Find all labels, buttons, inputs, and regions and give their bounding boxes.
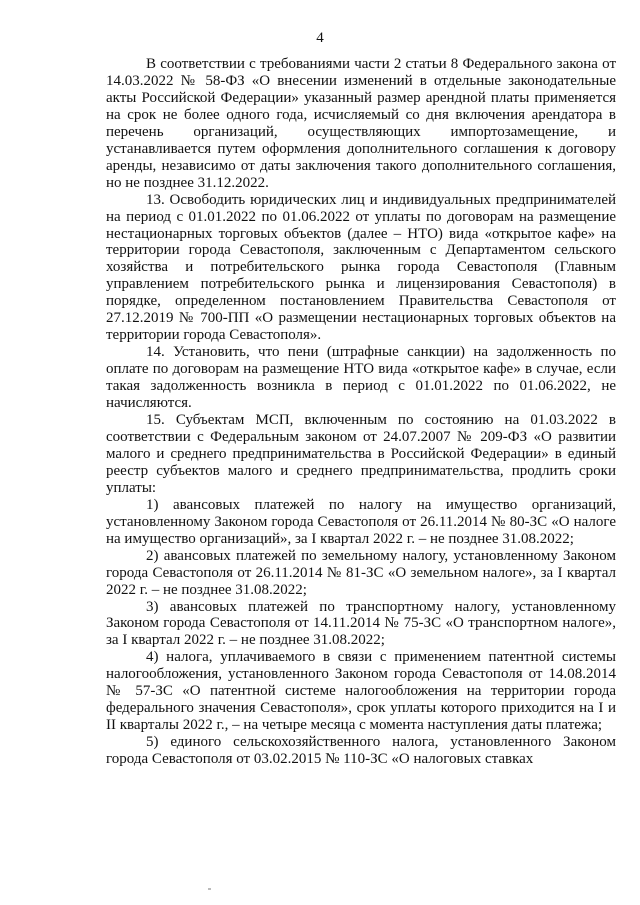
- page-number: 4: [316, 30, 324, 46]
- list-item-5: 5) единого сельскохозяйственного налога, установленного Законом города Севастополя от 03.02.2015 № 110-ЗС «О налоговых ставках: [106, 734, 616, 768]
- paragraph-15: 15. Субъектам МСП, включенным по состоянию на 01.03.2022 в соответствии с Федеральным законом от 24.07.2007 № 209-ФЗ «О развитии малого и среднего предпринимательства в Российской Федерации» в единый реестр субъектов малого и среднего предпринимательства, продлить сроки уплаты:: [106, 412, 616, 496]
- paragraph-13: 13. Освободить юридических лиц и индивидуальных предпринимателей на период с 01.01.2022 по 01.06.2022 от уплаты по договорам на размещение нестационарных торговых объектов (далее – НТО) вида «открытое кафе» на территории города Севастополя, заключенным с Департаментом сельского хозяйства и потребительского рынка города Севастополя (Главным управлением потребительского рынка и лицензирования Севастополя) в порядке, определенном постановлением Правительства Севастополя от 27.12.2019 № 700-ПП «О размещении нестационарных торговых объектов на территории города Севастополя».: [106, 191, 616, 344]
- list-item-1: 1) авансовых платежей по налогу на имущество организаций, установленному Законом города Севастополя от 26.11.2014 № 80-ЗС «О налоге на имущество организаций», за I квартал 2022 г. – не позднее 31.08.2022;: [106, 496, 616, 547]
- paragraph-lease-term: В соответствии с требованиями части 2 статьи 8 Федерального закона от 14.03.2022 № 58-ФЗ «О внесении изменений в отдельные законодательные акты Российской Федерации» указанный размер арендной платы применяется на срок не более одного года, исчисляемый со дня включения арендатора в перечень организаций, осуществляющих импортозамещение, и устанавливается путем оформления дополнительного соглашения к договору аренды, независимо от даты заключения такого дополнительного соглашения, но не позднее 31.12.2022.: [106, 56, 616, 191]
- list-item-2: 2) авансовых платежей по земельному налогу, установленному Законом города Севастополя от 26.11.2014 № 81-ЗС «О земельном налоге», за I квартал 2022 г. – не позднее 31.08.2022;: [106, 547, 616, 598]
- document-body: [106, 56, 616, 768]
- list-item-4: 4) налога, уплачиваемого в связи с применением патентной системы налогообложения, установленного Законом города Севастополя от 14.08.2014 № 57-ЗС «О патентной системе налогообложения на территории города федерального значения Севастополя», срок уплаты которого приходится на I и II кварталы 2022 г., – на четыре месяца с момента наступления даты платежа;: [106, 649, 616, 734]
- paragraph-14: 14. Установить, что пени (штрафные санкции) на задолженность по оплате по договорам на размещение НТО вида «открытое кафе» в случае, если такая задолженность возникла в период с 01.01.2022 по 01.06.2022, не начисляются.: [106, 344, 616, 412]
- scan-mark: [208, 888, 211, 890]
- list-item-3: 3) авансовых платежей по транспортному налогу, установленному Законом города Севастополя от 14.11.2014 № 75-ЗС «О транспортном налоге», за I квартал 2022 г. – не позднее 31.08.2022;: [106, 598, 616, 649]
